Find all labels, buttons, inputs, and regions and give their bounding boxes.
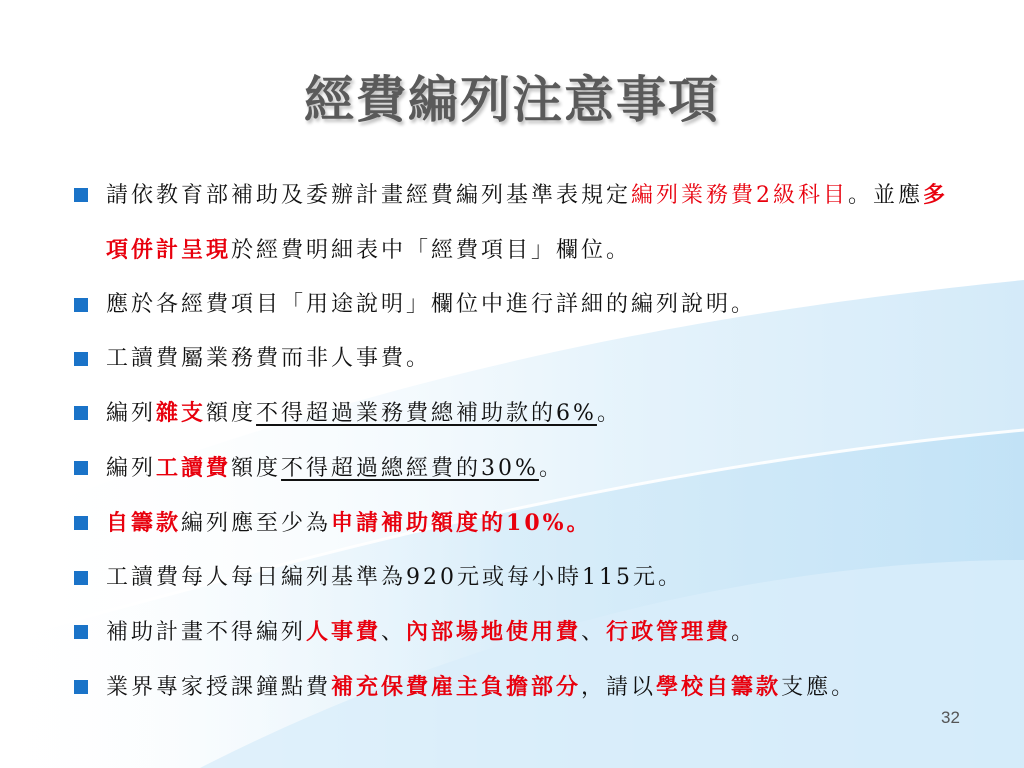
list-item-text: 不得超過總經費的30% xyxy=(281,456,539,481)
square-bullet-icon xyxy=(74,680,88,694)
list-item-text: 。並應 xyxy=(848,183,924,208)
square-bullet-icon xyxy=(74,571,88,585)
list-item-text: 雜支 xyxy=(156,400,207,426)
list-item-text: 請依教育部補助及委辦計畫經費編列基準表規定 xyxy=(106,183,632,208)
square-bullet-icon xyxy=(74,406,88,420)
list-item-text: 、 xyxy=(581,620,607,645)
list-item-text: 支應。 xyxy=(781,675,857,700)
list-item-text: 工讀費每人每日編列基準為920元或每小時115元。 xyxy=(106,565,683,590)
list-item-text: 於經費明細表中「經費項目」欄位。 xyxy=(231,238,632,263)
list-item-text: 。 xyxy=(596,401,622,426)
list-item-text: 。 xyxy=(538,456,564,481)
list-item-text: 人事費 xyxy=(306,619,382,645)
list-item xyxy=(70,660,970,715)
list-item-text: 應於各經費項目「用途說明」欄位中進行詳細的編列說明。 xyxy=(106,292,757,317)
list-item-text: 額度 xyxy=(206,401,257,426)
list-item-text: 申請補助額度的10%。 xyxy=(331,510,592,536)
notes-list xyxy=(70,168,970,715)
list-item-text: ，請以 xyxy=(581,675,657,700)
list-item xyxy=(70,386,970,441)
page-number: 32 xyxy=(941,708,960,727)
list-item-text: 業界專家授課鐘點費 xyxy=(106,675,332,700)
square-bullet-icon xyxy=(74,352,88,366)
list-item-text: 學校自籌款 xyxy=(656,674,782,700)
list-item xyxy=(70,551,970,605)
square-bullet-icon xyxy=(74,188,88,202)
list-item-text: 、 xyxy=(381,620,407,645)
square-bullet-icon xyxy=(74,298,88,312)
list-item-text: 。 xyxy=(731,620,757,645)
list-item-text: 編列業務費2級科目 xyxy=(631,183,849,208)
list-item-text: 補充保費雇主負擔部分 xyxy=(331,674,582,700)
list-item-text: 自籌款 xyxy=(106,510,182,536)
page-title: 經費編列注意事項 xyxy=(304,71,720,129)
list-item-text: 補助計畫不得編列 xyxy=(106,620,307,645)
list-item xyxy=(70,441,970,496)
square-bullet-icon xyxy=(74,461,88,475)
list-item-text: 編列 xyxy=(106,456,157,481)
list-item-text: 編列應至少為 xyxy=(181,511,332,536)
list-item-text: 編列 xyxy=(106,401,157,426)
list-item-text: 行政管理費 xyxy=(606,619,732,645)
list-item-text: 不得超過業務費總補助款的6% xyxy=(256,401,597,426)
list-item xyxy=(70,605,970,660)
list-item xyxy=(70,496,970,551)
list-item-text: 多項併計呈現 xyxy=(106,182,949,263)
list-item xyxy=(70,168,970,278)
square-bullet-icon xyxy=(74,625,88,639)
list-item-text: 工讀費 xyxy=(156,455,232,481)
square-bullet-icon xyxy=(74,516,88,530)
list-item-text: 工讀費屬業務費而非人事費。 xyxy=(106,346,432,371)
list-item xyxy=(70,332,970,386)
list-item-text: 額度 xyxy=(231,456,282,481)
list-item xyxy=(70,278,970,332)
list-item-text: 內部場地使用費 xyxy=(406,619,582,645)
